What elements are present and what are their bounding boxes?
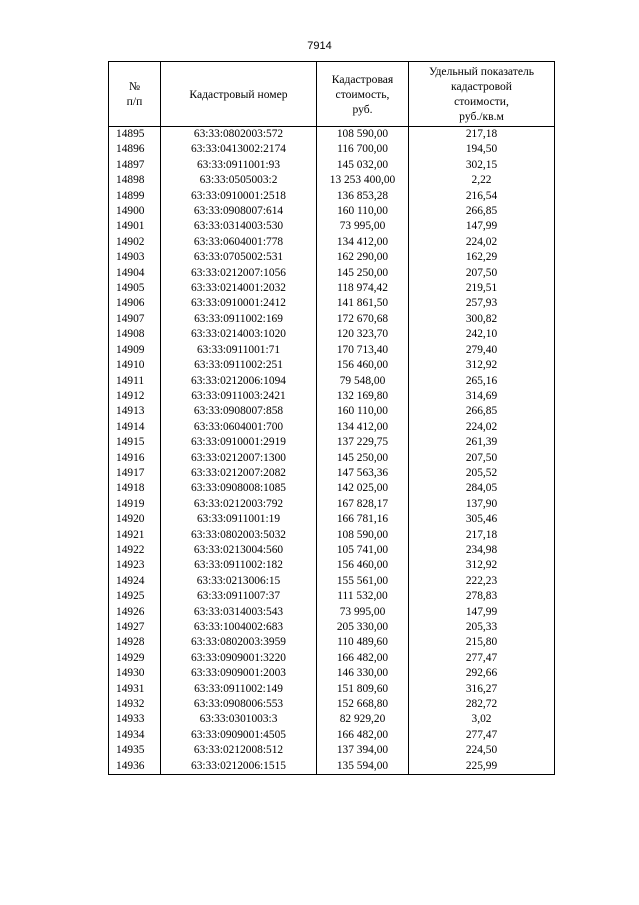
specific-indicator-cell: 215,80 — [409, 635, 555, 650]
header-cadastral-number-label: Кадастровый номер — [189, 87, 288, 101]
cadastral-cost-cell: 132 169,80 — [317, 389, 409, 404]
table-row — [109, 312, 555, 327]
table-row — [109, 219, 555, 234]
cadastral-number-cell: 63:33:0413002:2174 — [161, 142, 317, 157]
cadastral-number-cell: 63:33:0214003:1020 — [161, 327, 317, 342]
row-number-cell: 14909 — [109, 343, 161, 358]
cadastral-number-cell: 63:33:0604001:700 — [161, 420, 317, 435]
cadastral-number-cell: 63:33:0314003:530 — [161, 219, 317, 234]
header-specific-indicator — [409, 62, 555, 127]
row-number-cell: 14914 — [109, 420, 161, 435]
cadastral-number-cell: 63:33:0911001:19 — [161, 512, 317, 527]
cadastral-cost-cell: 162 290,00 — [317, 250, 409, 265]
cadastral-cost-cell: 135 594,00 — [317, 759, 409, 775]
cadastral-number-cell: 63:33:0911003:2421 — [161, 389, 317, 404]
row-number-cell: 14903 — [109, 250, 161, 265]
specific-indicator-cell: 217,18 — [409, 127, 555, 143]
cadastral-number-cell: 63:33:0908006:553 — [161, 697, 317, 712]
cadastral-cost-cell: 147 563,36 — [317, 466, 409, 481]
row-number-cell: 14919 — [109, 497, 161, 512]
page-number: 7914 — [307, 40, 332, 52]
cadastral-cost-cell: 105 741,00 — [317, 543, 409, 558]
row-number-cell: 14895 — [109, 127, 161, 143]
specific-indicator-cell: 278,83 — [409, 589, 555, 604]
specific-indicator-cell: 205,52 — [409, 466, 555, 481]
table-row — [109, 543, 555, 558]
cadastral-number-cell: 63:33:1004002:683 — [161, 620, 317, 635]
cadastral-number-cell: 63:33:0908007:614 — [161, 204, 317, 219]
cadastral-number-cell: 63:33:0212006:1515 — [161, 759, 317, 775]
specific-indicator-cell: 225,99 — [409, 759, 555, 775]
header-num-line2: п/п — [126, 95, 143, 108]
row-number-cell: 14925 — [109, 589, 161, 604]
cadastral-cost-cell: 137 394,00 — [317, 743, 409, 758]
cadastral-number-cell: 63:33:0909001:2003 — [161, 666, 317, 681]
specific-indicator-cell: 279,40 — [409, 343, 555, 358]
cadastral-number-cell: 63:33:0908007:858 — [161, 404, 317, 419]
cadastral-cost-cell: 167 828,17 — [317, 497, 409, 512]
specific-indicator-cell: 316,27 — [409, 682, 555, 697]
cadastral-cost-cell: 156 460,00 — [317, 558, 409, 573]
cadastral-number-cell: 63:33:0802003:5032 — [161, 528, 317, 543]
row-number-cell: 14929 — [109, 651, 161, 666]
table-row — [109, 481, 555, 496]
table-row — [109, 358, 555, 373]
cadastral-number-cell: 63:33:0802003:3959 — [161, 635, 317, 650]
cadastral-cost-cell: 145 032,00 — [317, 158, 409, 173]
row-number-cell: 14920 — [109, 512, 161, 527]
table-row — [109, 451, 555, 466]
row-number-cell: 14904 — [109, 266, 161, 281]
specific-indicator-cell: 242,10 — [409, 327, 555, 342]
row-number-cell: 14905 — [109, 281, 161, 296]
row-number-cell: 14923 — [109, 558, 161, 573]
row-number-cell: 14913 — [109, 404, 161, 419]
cadastral-cost-cell: 142 025,00 — [317, 481, 409, 496]
cadastral-number-cell: 63:33:0802003:572 — [161, 127, 317, 143]
header-row — [109, 62, 555, 127]
cadastral-number-cell: 63:33:0212007:2082 — [161, 466, 317, 481]
cadastral-cost-cell: 111 532,00 — [317, 589, 409, 604]
table-row — [109, 651, 555, 666]
table-row — [109, 605, 555, 620]
row-number-cell: 14930 — [109, 666, 161, 681]
row-number-cell: 14899 — [109, 189, 161, 204]
cadastral-number-cell: 63:33:0212008:512 — [161, 743, 317, 758]
table-row — [109, 435, 555, 450]
row-number-cell: 14902 — [109, 235, 161, 250]
cadastral-number-cell: 63:33:0911002:149 — [161, 682, 317, 697]
row-number-cell: 14901 — [109, 219, 161, 234]
cadastral-number-cell: 63:33:0911002:169 — [161, 312, 317, 327]
specific-indicator-cell: 2,22 — [409, 173, 555, 188]
specific-indicator-cell: 277,47 — [409, 651, 555, 666]
cadastral-number-cell: 63:33:0212003:792 — [161, 497, 317, 512]
specific-indicator-cell: 312,92 — [409, 558, 555, 573]
cadastral-value-table — [108, 61, 555, 775]
specific-indicator-cell: 224,02 — [409, 420, 555, 435]
specific-indicator-cell: 292,66 — [409, 666, 555, 681]
table-row — [109, 666, 555, 681]
table-row — [109, 620, 555, 635]
cadastral-number-cell: 63:33:0212007:1300 — [161, 451, 317, 466]
cadastral-cost-cell: 151 809,60 — [317, 682, 409, 697]
cadastral-cost-cell: 118 974,42 — [317, 281, 409, 296]
cadastral-cost-cell: 136 853,28 — [317, 189, 409, 204]
cadastral-number-cell: 63:33:0911002:251 — [161, 358, 317, 373]
table-row — [109, 558, 555, 573]
header-row-number — [109, 62, 161, 127]
cadastral-cost-cell: 145 250,00 — [317, 266, 409, 281]
table-body — [109, 127, 555, 775]
specific-indicator-cell: 147,99 — [409, 605, 555, 620]
cadastral-cost-cell: 108 590,00 — [317, 528, 409, 543]
table-row — [109, 266, 555, 281]
row-number-cell: 14922 — [109, 543, 161, 558]
specific-indicator-cell: 3,02 — [409, 712, 555, 727]
row-number-cell: 14916 — [109, 451, 161, 466]
table-row — [109, 204, 555, 219]
specific-indicator-cell: 257,93 — [409, 296, 555, 311]
table-row — [109, 466, 555, 481]
specific-indicator-cell: 265,16 — [409, 374, 555, 389]
cadastral-number-cell: 63:33:0910001:2919 — [161, 435, 317, 450]
cadastral-cost-cell: 73 995,00 — [317, 219, 409, 234]
cadastral-cost-cell: 145 250,00 — [317, 451, 409, 466]
row-number-cell: 14926 — [109, 605, 161, 620]
table-row — [109, 712, 555, 727]
specific-indicator-cell: 217,18 — [409, 528, 555, 543]
cadastral-cost-cell: 79 548,00 — [317, 374, 409, 389]
table-row — [109, 420, 555, 435]
cadastral-number-cell: 63:33:0911001:93 — [161, 158, 317, 173]
specific-indicator-cell: 207,50 — [409, 451, 555, 466]
cadastral-cost-cell: 13 253 400,00 — [317, 173, 409, 188]
table-row — [109, 250, 555, 265]
table-row — [109, 497, 555, 512]
header-indicator-line3: стоимости, — [454, 95, 509, 108]
cadastral-cost-cell: 205 330,00 — [317, 620, 409, 635]
row-number-cell: 14928 — [109, 635, 161, 650]
row-number-cell: 14907 — [109, 312, 161, 327]
table-row — [109, 327, 555, 342]
specific-indicator-cell: 224,02 — [409, 235, 555, 250]
cadastral-number-cell: 63:33:0213006:15 — [161, 574, 317, 589]
cadastral-cost-cell: 170 713,40 — [317, 343, 409, 358]
cadastral-cost-cell: 73 995,00 — [317, 605, 409, 620]
row-number-cell: 14931 — [109, 682, 161, 697]
cadastral-number-cell: 63:33:0213004:560 — [161, 543, 317, 558]
specific-indicator-cell: 312,92 — [409, 358, 555, 373]
header-cost-line3: руб. — [352, 102, 373, 116]
table-row — [109, 759, 555, 775]
header-indicator-line4: руб./кв.м — [459, 110, 504, 123]
table-row — [109, 281, 555, 296]
cadastral-cost-cell: 156 460,00 — [317, 358, 409, 373]
cadastral-cost-cell: 134 412,00 — [317, 420, 409, 435]
cadastral-cost-cell: 166 482,00 — [317, 728, 409, 743]
header-indicator-line2: кадастровой — [451, 80, 512, 93]
cadastral-cost-cell: 141 861,50 — [317, 296, 409, 311]
row-number-cell: 14932 — [109, 697, 161, 712]
specific-indicator-cell: 300,82 — [409, 312, 555, 327]
cadastral-cost-cell: 172 670,68 — [317, 312, 409, 327]
specific-indicator-cell: 305,46 — [409, 512, 555, 527]
specific-indicator-cell: 266,85 — [409, 404, 555, 419]
row-number-cell: 14897 — [109, 158, 161, 173]
specific-indicator-cell: 162,29 — [409, 250, 555, 265]
specific-indicator-cell: 234,98 — [409, 543, 555, 558]
specific-indicator-cell: 222,23 — [409, 574, 555, 589]
specific-indicator-cell: 216,54 — [409, 189, 555, 204]
header-cadastral-cost — [317, 62, 409, 127]
table-row — [109, 296, 555, 311]
cadastral-number-cell: 63:33:0212007:1056 — [161, 266, 317, 281]
specific-indicator-cell: 147,99 — [409, 219, 555, 234]
row-number-cell: 14908 — [109, 327, 161, 342]
specific-indicator-cell: 205,33 — [409, 620, 555, 635]
cadastral-cost-cell: 120 323,70 — [317, 327, 409, 342]
table-row — [109, 574, 555, 589]
cadastral-cost-cell: 108 590,00 — [317, 127, 409, 143]
table-row — [109, 127, 555, 143]
row-number-cell: 14918 — [109, 481, 161, 496]
row-number-cell: 14910 — [109, 358, 161, 373]
table-row — [109, 728, 555, 743]
cadastral-cost-cell: 155 561,00 — [317, 574, 409, 589]
cadastral-number-cell: 63:33:0909001:4505 — [161, 728, 317, 743]
row-number-cell: 14924 — [109, 574, 161, 589]
specific-indicator-cell: 137,90 — [409, 497, 555, 512]
specific-indicator-cell: 282,72 — [409, 697, 555, 712]
cadastral-cost-cell: 82 929,20 — [317, 712, 409, 727]
header-cost-line2: стоимость, — [335, 87, 390, 101]
row-number-cell: 14915 — [109, 435, 161, 450]
table-header — [109, 62, 555, 127]
cadastral-number-cell: 63:33:0910001:2518 — [161, 189, 317, 204]
cadastral-cost-cell: 166 482,00 — [317, 651, 409, 666]
cadastral-number-cell: 63:33:0604001:778 — [161, 235, 317, 250]
cadastral-cost-cell: 152 668,80 — [317, 697, 409, 712]
specific-indicator-cell: 261,39 — [409, 435, 555, 450]
table-row — [109, 512, 555, 527]
specific-indicator-cell: 284,05 — [409, 481, 555, 496]
specific-indicator-cell: 219,51 — [409, 281, 555, 296]
table-row — [109, 635, 555, 650]
cadastral-cost-cell: 166 781,16 — [317, 512, 409, 527]
cadastral-number-cell: 63:33:0314003:543 — [161, 605, 317, 620]
cadastral-cost-cell: 116 700,00 — [317, 142, 409, 157]
cadastral-number-cell: 63:33:0910001:2412 — [161, 296, 317, 311]
cadastral-number-cell: 63:33:0911001:71 — [161, 343, 317, 358]
header-indicator-line1: Удельный показатель — [428, 65, 535, 78]
table-row — [109, 697, 555, 712]
row-number-cell: 14900 — [109, 204, 161, 219]
row-number-cell: 14906 — [109, 296, 161, 311]
specific-indicator-cell: 266,85 — [409, 204, 555, 219]
table-row — [109, 189, 555, 204]
cadastral-cost-cell: 160 110,00 — [317, 404, 409, 419]
row-number-cell: 14934 — [109, 728, 161, 743]
specific-indicator-cell: 302,15 — [409, 158, 555, 173]
cadastral-cost-cell: 110 489,60 — [317, 635, 409, 650]
row-number-cell: 14896 — [109, 142, 161, 157]
table-row — [109, 173, 555, 188]
cadastral-number-cell: 63:33:0908008:1085 — [161, 481, 317, 496]
table-row — [109, 235, 555, 250]
specific-indicator-cell: 207,50 — [409, 266, 555, 281]
cadastral-cost-cell: 146 330,00 — [317, 666, 409, 681]
row-number-cell: 14936 — [109, 759, 161, 775]
cadastral-number-cell: 63:33:0911002:182 — [161, 558, 317, 573]
row-number-cell: 14927 — [109, 620, 161, 635]
cadastral-cost-cell: 137 229,75 — [317, 435, 409, 450]
row-number-cell: 14933 — [109, 712, 161, 727]
header-cost-line1: Кадастровая — [331, 72, 394, 86]
table-row — [109, 589, 555, 604]
cadastral-number-cell: 63:33:0705002:531 — [161, 250, 317, 265]
header-cadastral-number — [161, 62, 317, 127]
table-row — [109, 343, 555, 358]
cadastral-cost-cell: 160 110,00 — [317, 204, 409, 219]
specific-indicator-cell: 314,69 — [409, 389, 555, 404]
cadastral-number-cell: 63:33:0911007:37 — [161, 589, 317, 604]
header-num-line1: № — [128, 80, 141, 93]
row-number-cell: 14917 — [109, 466, 161, 481]
table-row — [109, 404, 555, 419]
cadastral-number-cell: 63:33:0214001:2032 — [161, 281, 317, 296]
specific-indicator-cell: 277,47 — [409, 728, 555, 743]
table-row — [109, 528, 555, 543]
table-row — [109, 142, 555, 157]
cadastral-number-cell: 63:33:0301003:3 — [161, 712, 317, 727]
table-row — [109, 158, 555, 173]
cadastral-number-cell: 63:33:0505003:2 — [161, 173, 317, 188]
row-number-cell: 14921 — [109, 528, 161, 543]
cadastral-cost-cell: 134 412,00 — [317, 235, 409, 250]
row-number-cell: 14911 — [109, 374, 161, 389]
table-row — [109, 743, 555, 758]
table-row — [109, 682, 555, 697]
specific-indicator-cell: 224,50 — [409, 743, 555, 758]
specific-indicator-cell: 194,50 — [409, 142, 555, 157]
cadastral-number-cell: 63:33:0212006:1094 — [161, 374, 317, 389]
cadastral-number-cell: 63:33:0909001:3220 — [161, 651, 317, 666]
row-number-cell: 14935 — [109, 743, 161, 758]
row-number-cell: 14912 — [109, 389, 161, 404]
row-number-cell: 14898 — [109, 173, 161, 188]
table-row — [109, 389, 555, 404]
table-row — [109, 374, 555, 389]
